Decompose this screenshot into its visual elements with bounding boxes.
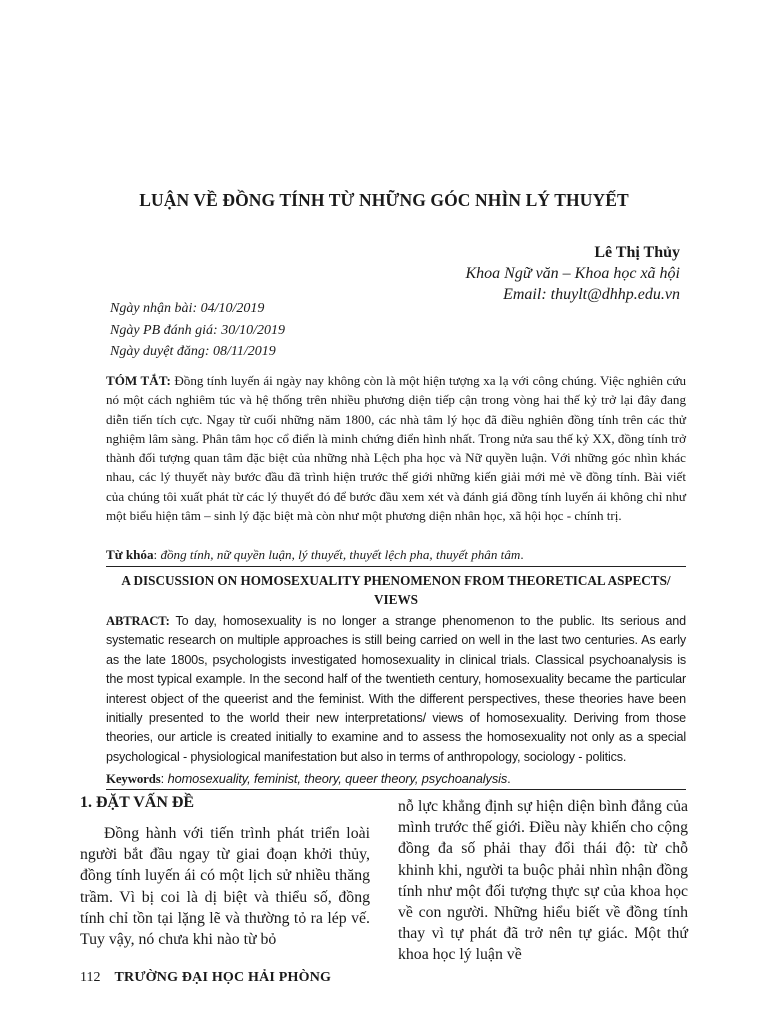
author-affiliation: Khoa Ngữ văn – Khoa học xã hội	[465, 265, 680, 282]
abstract-en-label: ABTRACT:	[106, 614, 170, 628]
footer-university: TRƯỜNG ĐẠI HỌC HẢI PHÒNG	[114, 970, 332, 985]
abstract-vn-text: Đồng tính luyến ái ngày nay không còn là một hiện tượng xa lạ với công chúng. Việc nghiên cứu nó một cách nghiêm túc và hệ thống trên nhiều phương diện tiếp cận trong vòng hai thế kỷ trở lại đây đang diễn tiến tích cực. Ngay từ cuối những năm 1800, các nhà tâm lý học đã điều nghiên đồng tính trên các thử nghiệm lâm sàng. Phân tâm học cổ điển là minh chứng điển hình nhất. Trong nửa sau thế kỷ XX, đồng tính trở thành đối tượng quan tâm đặc biệt của những nhà Lệch pha học và Nữ quyền luận. Với những góc nhìn khác nhau, các lý thuyết này bước đầu đã trình hiện trước thế giới những kiến giải mới mẻ về đồng tính. Bài viết của chúng tôi xuất phát từ các lý thuyết đó để bước đầu xem xét và đánh giá đồng tính luyến ái không chỉ như một biểu hiện tâm – sinh lý đặc biệt mà còn như một phương diện nhân học, xã hội học - chính trị.	[106, 373, 687, 524]
section-heading: 1. ĐẶT VẤN ĐỀ	[80, 794, 195, 811]
abstract-vn-label: TÓM TẮT:	[106, 373, 171, 388]
keywords-en-end: .	[507, 771, 511, 786]
abstract-en-text: To day, homosexuality is no longer a strange phenomenon to the public. Its serious and systematic research on multiple approaches is still being carried on well in the last two centuries. As early as the late 1800s, psychologists investigated homosexuality in clinical trials. Classical psychoanalysis is the most typical example. In the second half of the twentieth century, homosexuality became the particular interest object of the queerist and the feminist. With the different perspectives, these theories have been initially presented to the world their new interpretations/ views of homosexuality. Deriving from those theories, our article is created initially to examine and to assess the homosexuality not only as a special psychological - physiological manifestation but also in terms of anthropology, sociology - politics.	[106, 614, 686, 764]
keywords-en-sep: :	[160, 771, 168, 786]
author-name: Lê Thị Thủy	[594, 244, 680, 261]
keywords-en-text: homosexuality, feminist, theory, queer theory, psychoanalysis	[167, 771, 508, 786]
dates-block	[110, 298, 285, 363]
keywords-vn-text: đồng tính, nữ quyền luận, lý thuyết, thuyết lệch pha, thuyết phân tâm	[160, 547, 521, 562]
paper-title: LUẬN VỀ ĐỒNG TÍNH TỪ NHỮNG GÓC NHÌN LÝ THUYẾT	[139, 190, 629, 210]
date-received: Ngày nhận bài: 04/10/2019	[110, 301, 265, 316]
abstract-vietnamese	[106, 371, 686, 525]
date-accepted: Ngày duyệt đăng: 08/11/2019	[110, 344, 276, 359]
divider-top	[106, 566, 686, 567]
date-reviewed: Ngày PB đánh giá: 30/10/2019	[110, 322, 285, 338]
keywords-en-label: Keywords	[106, 772, 161, 786]
page-number: 112	[80, 970, 101, 985]
body-column-left: Đồng hành với tiến trình phát triển loài người bắt đầu ngay từ giai đoạn khởi thủy, đồng tính luyến ái có một lịch sử nhiều thăng trầm. Vì bị coi là dị biệt và thiểu số, đồng tính chỉ tồn tại lặng lẽ và thường tỏ ra lép vế. Tuy vậy, nó chưa khi nào từ bỏ	[80, 825, 370, 949]
divider-bottom	[106, 789, 686, 790]
page-footer	[80, 970, 331, 986]
keywords-vn-sep: :	[153, 547, 161, 562]
author-block	[466, 242, 681, 305]
keywords-vietnamese	[106, 547, 686, 563]
abstract-english	[106, 612, 686, 767]
author-email: Email: thuylt@dhhp.edu.vn	[503, 286, 680, 303]
keywords-vn-label: Từ khóa	[106, 547, 154, 562]
keywords-english	[106, 771, 686, 787]
english-title: A DISCUSSION ON HOMOSEXUALITY PHENOMENON FROM THEORETICAL ASPECTS/ VIEWS	[121, 573, 671, 607]
keywords-vn-end: .	[520, 547, 524, 562]
body-column-right: nỗ lực khẳng định sự hiện diện bình đẳng của mình trước thế giới. Điều này khiến cho cộng đồng đa số phải thay đổi thái độ: từ chỗ khinh khi, người ta buộc phải nhìn nhận đồng tính như một đối tượng thực sự của khoa học về con người. Những hiểu biết về đồng tính thay vì tự phát đã trở nên tự giác. Một thứ khoa học lý luận về	[398, 798, 688, 964]
